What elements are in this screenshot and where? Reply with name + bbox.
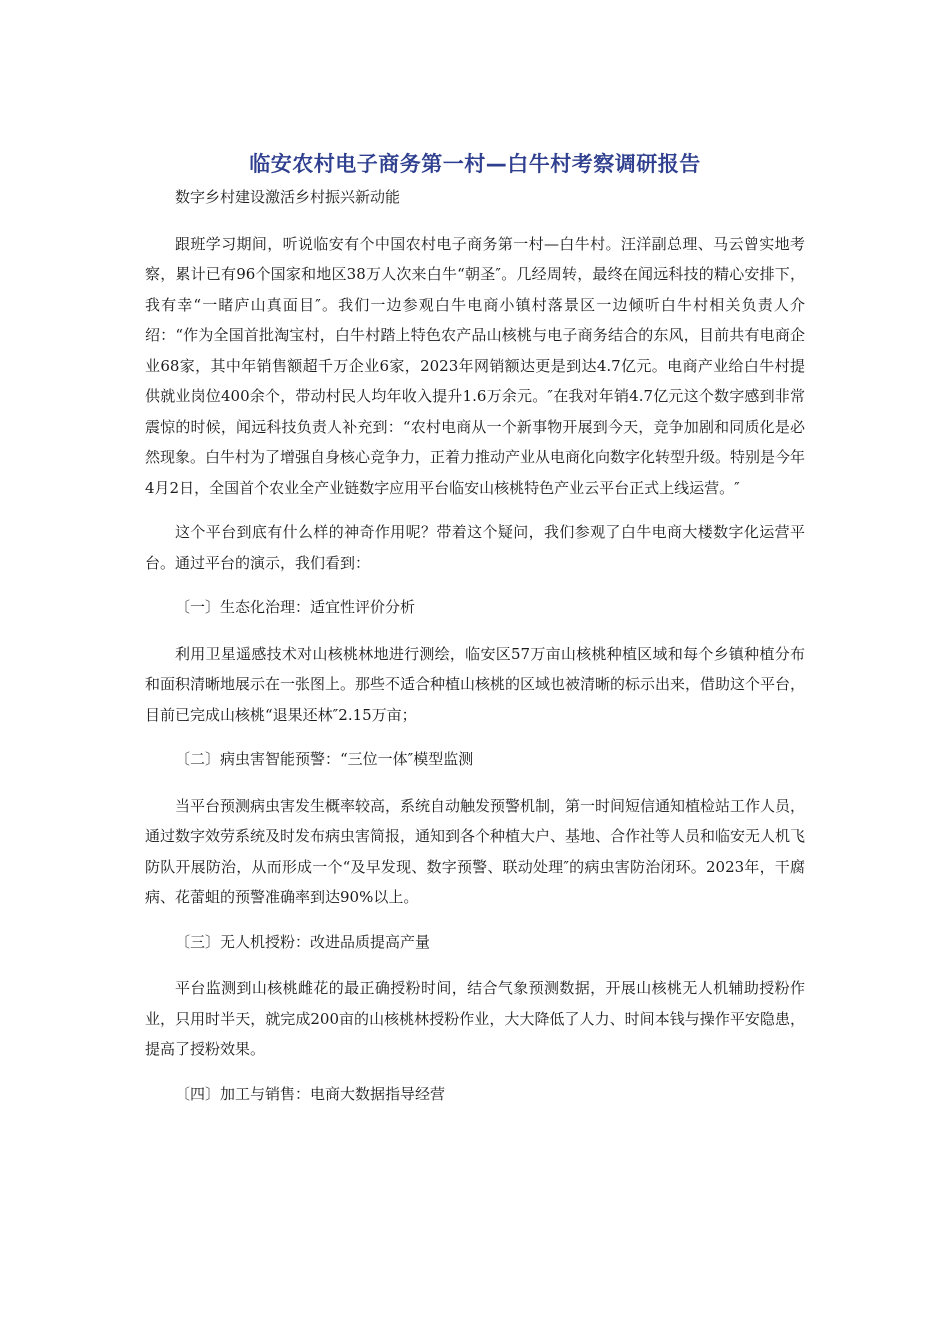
- document-body: [145, 182, 805, 1125]
- subtitle-paragraph: 数字乡村建设激活乡村振兴新动能: [175, 188, 401, 206]
- section-heading-1: 〔一〕生态化治理：适宜性评价分析: [175, 598, 416, 616]
- document-title: 临安农村电子商务第一村—白牛村考察调研报告: [249, 152, 701, 177]
- intro-paragraph: 跟班学习期间，听说临安有个中国农村电子商务第一村—白牛村。汪洋副总理、马云曾实地考察，累计已有96个国家和地区38万人次来白牛“朝圣″。几经周转，最终在闻远科技的精心安排下，我有幸“一睹庐山真面目″。我们一边参观白牛电商小镇村落景区一边倾听白牛村相关负责人介绍：“作为全国首批淘宝村，白牛村踏上特色农产品山核桃与电子商务结合的东风，目前共有电商企业68家，其中年销售额超千万企业6家，2023年网销额达更是到达4.7亿元。电商产业给白牛村提供就业岗位400余个，带动村民人均年收入提升1.6万余元。″在我对年销4.7亿元这个数字感到非常震惊的时候，闻远科技负责人补充到：“农村电商从一个新事物开展到今天，竞争加剧和同质化是必然现象。白牛村为了增强自身核心竞争力，正着力推动产业从电商化向数字化转型升级。特别是今年4月2日，全国首个农业全产业链数字应用平台临安山核桃特色产业云平台正式上线运营。″: [145, 234, 806, 497]
- section-heading-2: 〔二〕病虫害智能预警：“三位一体″模型监测: [175, 750, 474, 768]
- section-3-paragraph: 平台监测到山核桃雌花的最正确授粉时间，结合气象预测数据，开展山核桃无人机辅助授粉作业，只用时半天，就完成200亩的山核桃林授粉作业，大大降低了人力、时间本钱与操作平安隐患，提高了授粉效果。: [145, 979, 805, 1058]
- section-1-paragraph: 利用卫星遥感技术对山核桃林地进行测绘，临安区57万亩山核桃种植区域和每个乡镇种植分布和面积清晰地展示在一张图上。那些不适合种植山核桃的区域也被清晰的标示出来，借助这个平台，目前已完成山核桃“退果还林″2.15万亩；: [145, 644, 806, 724]
- section-heading-4: 〔四〕加工与销售：电商大数据指导经营: [175, 1084, 446, 1103]
- section-2-paragraph: 当平台预测病虫害发生概率较高，系统自动触发预警机制，第一时间短信通知植检站工作人员，通过数字效劳系统及时发布病虫害简报，通知到各个种植大户、基地、合作社等人员和临安无人机飞防队开展防治，从而形成一个“及早发现、数字预警、联动处理″的病虫害防治闭环。2023年，干腐病、花蕾蛆的预警准确率到达90%以上。: [145, 796, 806, 906]
- section-heading-3: 〔三〕无人机授粉：改进品质提高产量: [175, 932, 431, 951]
- platform-question-paragraph: 这个平台到底有什么样的神奇作用呢？带着这个疑问，我们参观了白牛电商大楼数字化运营平台。通过平台的演示，我们看到：: [145, 523, 805, 572]
